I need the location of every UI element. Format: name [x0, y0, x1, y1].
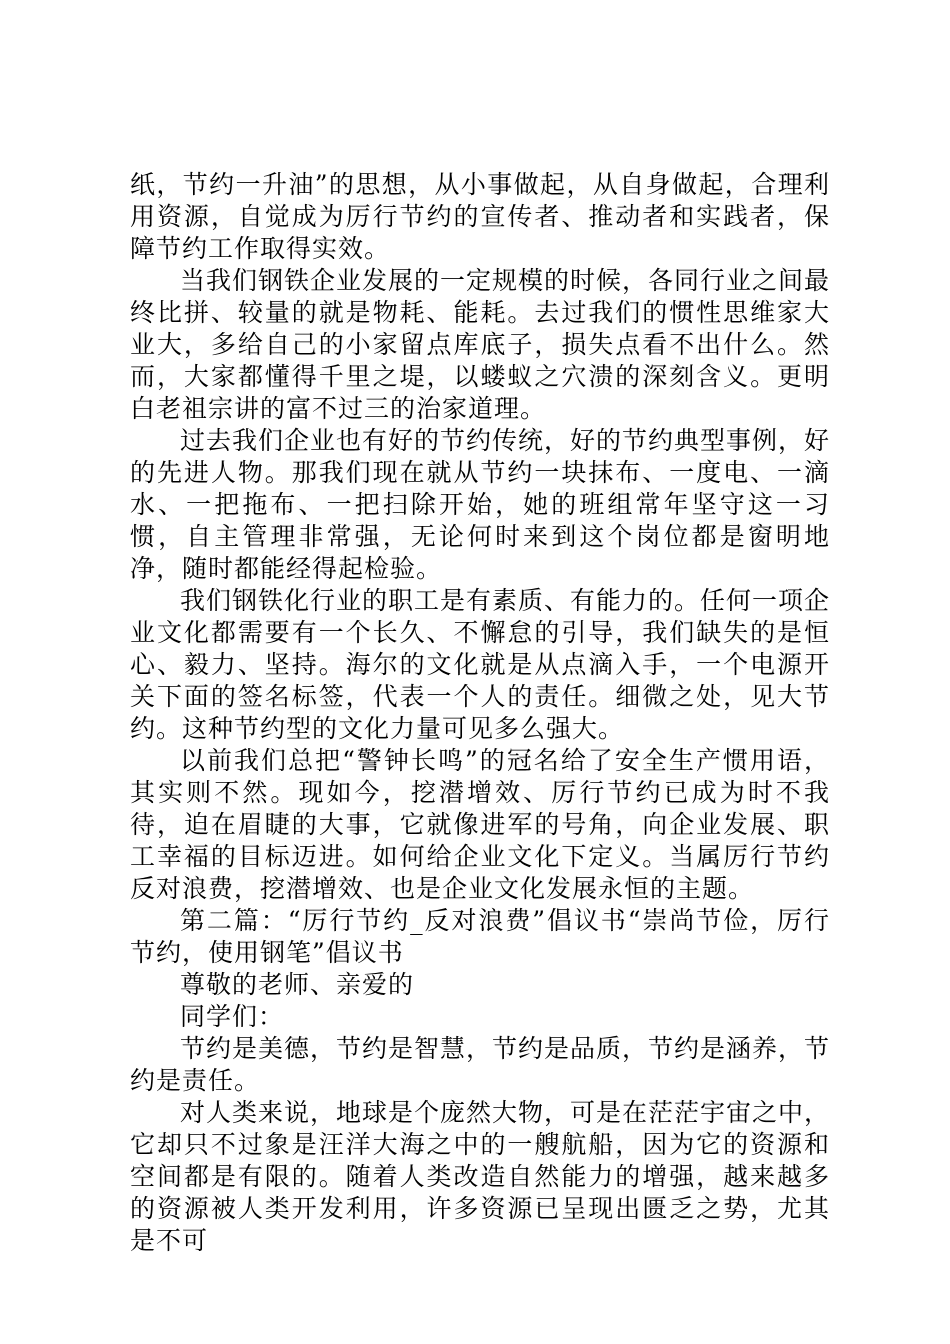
paragraph-scale-comparison: 当我们钢铁企业发展的一定规模的时候，各同行业之间最终比拼、较量的就是物耗、能耗。去过我们的惯性思维家大业大，多给自己的小家留点库底子，损失点看不出什么。然而，大家都懂得千里之堤，以蝼蚁之穴溃的深刻含义。更明白老祖宗讲的富不过三的治家道理。 — [130, 266, 831, 423]
document-page — [130, 169, 830, 1257]
salutation-teachers: 尊敬的老师、亲爱的 — [180, 970, 415, 999]
paragraph-tradition: 过去我们企业也有好的节约传统，好的节约典型事例，好的先进人物。那我们现在就从节约一块抹布、一度电、一滴水、一把拖布、一把扫除开始，她的班组常年坚守这一习惯，自主管理非常强，无论何时来到这个岗位都是窗明地净，随时都能经得起检验。 — [130, 426, 831, 583]
paragraph-continuation: 纸，节约一升油”的思想，从小事做起，从自身做起，合理利用资源，自觉成为厉行节约的宣传者、推动者和实践者，保障节约工作取得实效。 — [130, 170, 830, 263]
paragraph-culture: 我们钢铁化行业的职工是有素质、有能力的。任何一项企业文化都需要有一个长久、不懈怠的引导，我们缺失的是恒心、毅力、坚持。海尔的文化就是从点滴入手，一个电源开关下面的签名标签，代表一个人的责任。细微之处，见大节约。这种节约型的文化力量可见多么强大。 — [130, 586, 831, 743]
salutation-students: 同学们： — [180, 1002, 285, 1031]
paragraph-virtue: 节约是美德，节约是智慧，节约是品质，节约是涵养，节约是责任。 — [130, 1034, 831, 1095]
paragraph-earth-resources: 对人类来说，地球是个庞然大物，可是在茫茫宇宙之中，它却只不过象是汪洋大海之中的一艘航船，因为它的资源和空间都是有限的。随着人类改造自然能力的增强，越来越多的资源被人类开发利用，许多资源已呈现出匮乏之势，尤其是不可 — [130, 1098, 831, 1255]
section-heading-part-two: 第二篇：“厉行节约_反对浪费”倡议书“崇尚节俭，厉行节约，使用钢笔”倡议书 — [130, 906, 830, 967]
paragraph-alarm-bell: 以前我们总把“警钟长鸣”的冠名给了安全生产惯用语，其实则不然。现如今，挖潜增效、厉行节约已成为时不我待，迫在眉睫的大事，它就像进军的号角，向企业发展、职工幸福的目标迈进。如何给企业文化下定义。当属厉行节约反对浪费，挖潜增效、也是企业文化发展永恒的主题。 — [130, 746, 830, 903]
